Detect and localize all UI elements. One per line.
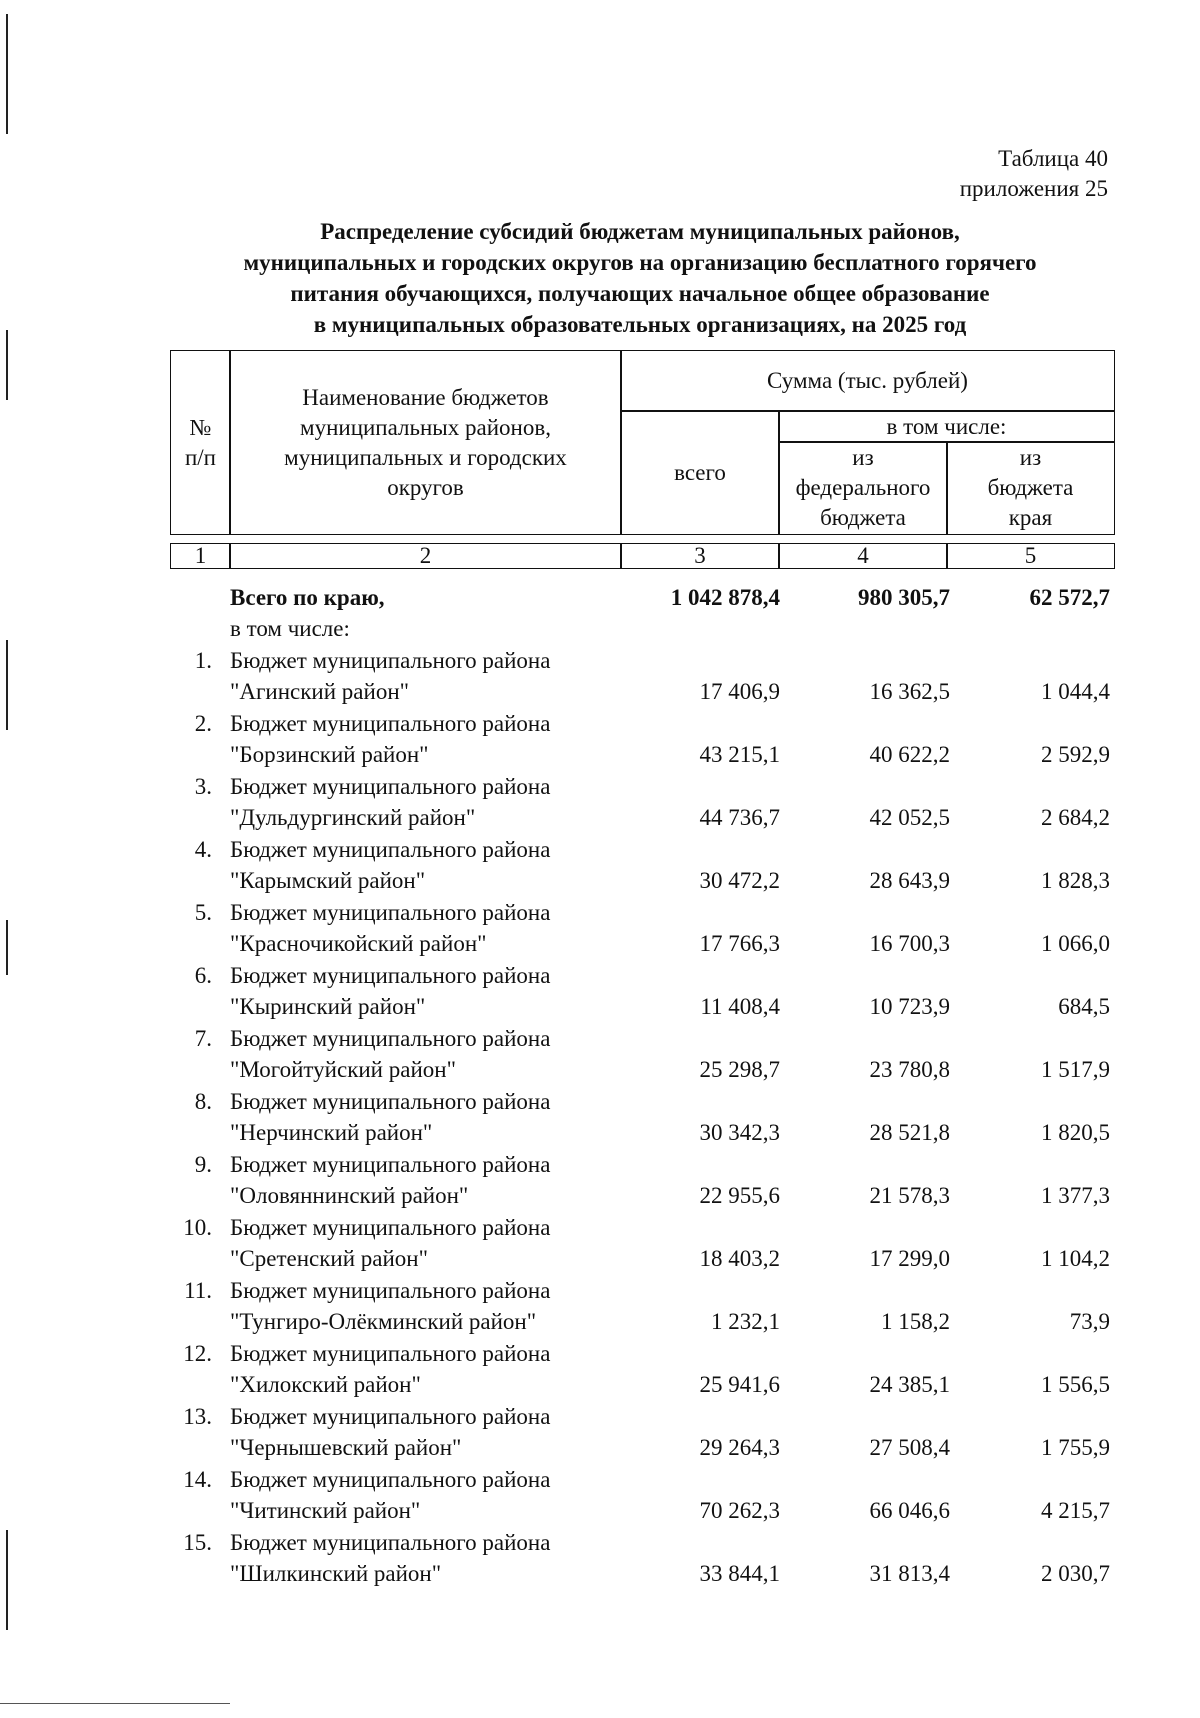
total-value: 11 408,4 xyxy=(700,994,780,1019)
regional-value: 1 104,2 xyxy=(1041,1246,1110,1271)
table-row xyxy=(0,1086,1200,1149)
budget-name-line: Бюджет муниципального района xyxy=(230,1467,551,1492)
title-line: муниципальных и городских округов на организацию бесплатного горячего xyxy=(243,250,1037,275)
total-value: 30 342,3 xyxy=(699,1120,780,1145)
header-col-total xyxy=(620,410,780,535)
header-text: п/п xyxy=(184,444,216,470)
column-number: 4 xyxy=(778,543,948,569)
federal-value: 16 362,5 xyxy=(869,679,950,704)
table-row xyxy=(0,1401,1200,1464)
row-number: 7. xyxy=(194,1026,212,1051)
row-number: 5. xyxy=(194,900,212,925)
federal-value: 17 299,0 xyxy=(869,1246,950,1271)
total-value: 44 736,7 xyxy=(699,805,780,830)
total-value: 1 232,1 xyxy=(711,1309,780,1334)
table-row xyxy=(0,960,1200,1023)
budget-name xyxy=(230,1527,630,1589)
budget-name-line: Бюджет муниципального района xyxy=(230,963,551,988)
total-value: 33 844,1 xyxy=(699,1561,780,1586)
budget-name xyxy=(230,645,630,707)
budget-name-line: "Шилкинский район" xyxy=(230,1561,442,1586)
total-label: Всего по краю, xyxy=(230,585,385,610)
budget-name-line: Бюджет муниципального района xyxy=(230,774,551,799)
budget-name-line: "Оловяннинский район" xyxy=(230,1183,469,1208)
total-value: 25 941,6 xyxy=(699,1372,780,1397)
total-value: 70 262,3 xyxy=(699,1498,780,1523)
regional-value: 73,9 xyxy=(1069,1309,1110,1334)
budget-name-line: "Читинский район" xyxy=(230,1498,421,1523)
regional-value: 2 684,2 xyxy=(1041,805,1110,830)
table-row xyxy=(0,708,1200,771)
row-number: 1. xyxy=(194,648,212,673)
budget-name xyxy=(230,897,630,959)
total-row xyxy=(0,582,1200,614)
header-text: края xyxy=(1008,505,1053,530)
row-number: 4. xyxy=(194,837,212,862)
header-text: округов xyxy=(387,474,464,500)
table-reference xyxy=(960,144,1108,204)
regional-value: 1 377,3 xyxy=(1041,1183,1110,1208)
total-value: 29 264,3 xyxy=(699,1435,780,1460)
header-text: федерального xyxy=(795,475,931,500)
header-text: муниципальных районов, xyxy=(300,414,551,440)
column-number: 2 xyxy=(229,543,622,569)
row-number: 13. xyxy=(183,1404,212,1429)
table-row xyxy=(0,645,1200,708)
budget-name-line: "Чернышевский район" xyxy=(230,1435,462,1460)
regional-value: 2 030,7 xyxy=(1041,1561,1110,1586)
budget-name xyxy=(230,1212,630,1274)
federal-value: 16 700,3 xyxy=(869,931,950,956)
budget-name-line: Бюджет муниципального района xyxy=(230,648,551,673)
total-regional-value: 62 572,7 xyxy=(1029,585,1110,610)
budget-name-line: "Нерчинский район" xyxy=(230,1120,433,1145)
header-text: всего xyxy=(674,459,726,485)
federal-value: 24 385,1 xyxy=(869,1372,950,1397)
header-col-sum xyxy=(620,350,1115,412)
budget-name-line: "Карымский район" xyxy=(230,868,426,893)
budget-name-line: "Борзинский район" xyxy=(230,742,429,767)
row-number: 2. xyxy=(194,711,212,736)
header-text: из xyxy=(1019,445,1042,470)
budget-name-line: Бюджет муниципального района xyxy=(230,1278,551,1303)
budget-name-line: Бюджет муниципального района xyxy=(230,837,551,862)
budget-name xyxy=(230,834,630,896)
header-col-number xyxy=(170,350,231,535)
header-col-regional xyxy=(946,441,1115,535)
regional-value: 1 066,0 xyxy=(1041,931,1110,956)
table-row xyxy=(0,834,1200,897)
title-line: Распределение субсидий бюджетам муниципальных районов, xyxy=(320,219,960,244)
row-number: 15. xyxy=(183,1530,212,1555)
total-value: 17 766,3 xyxy=(699,931,780,956)
regional-value: 684,5 xyxy=(1058,994,1110,1019)
budget-name xyxy=(230,1086,630,1148)
column-number: 1 xyxy=(170,543,231,569)
budget-name-line: Бюджет муниципального района xyxy=(230,1026,551,1051)
federal-value: 10 723,9 xyxy=(869,994,950,1019)
budget-name-line: "Тунгиро-Олёкминский район" xyxy=(230,1309,537,1334)
total-value: 22 955,6 xyxy=(699,1183,780,1208)
budget-name-line: "Хилокский район" xyxy=(230,1372,421,1397)
budget-name-line: Бюджет муниципального района xyxy=(230,711,551,736)
document-title xyxy=(160,216,1120,340)
row-number: 6. xyxy=(194,963,212,988)
budget-name-line: Бюджет муниципального района xyxy=(230,1341,551,1366)
table-label: Таблица 40 xyxy=(998,146,1108,171)
regional-value: 4 215,7 xyxy=(1041,1498,1110,1523)
including-label: в том числе: xyxy=(230,616,350,641)
row-number: 3. xyxy=(194,774,212,799)
total-value: 25 298,7 xyxy=(699,1057,780,1082)
column-number: 3 xyxy=(620,543,780,569)
header-text: № xyxy=(189,414,212,440)
table-row xyxy=(0,1212,1200,1275)
table-row xyxy=(0,1338,1200,1401)
row-number: 8. xyxy=(194,1089,212,1114)
budget-name xyxy=(230,1464,630,1526)
table-row xyxy=(0,1527,1200,1590)
budget-name xyxy=(230,1149,630,1211)
budget-name-line: "Агинский район" xyxy=(230,679,410,704)
budget-name-line: Бюджет муниципального района xyxy=(230,1404,551,1429)
scan-edge-mark xyxy=(6,14,8,134)
total-value: 17 406,9 xyxy=(699,679,780,704)
budget-name xyxy=(230,1023,630,1085)
budget-name-line: "Могойтуйский район" xyxy=(230,1057,456,1082)
row-number: 10. xyxy=(183,1215,212,1240)
regional-value: 1 044,4 xyxy=(1041,679,1110,704)
total-all-value: 1 042 878,4 xyxy=(670,585,780,610)
table-row xyxy=(0,1149,1200,1212)
regional-value: 1 828,3 xyxy=(1041,868,1110,893)
header-text: Наименование бюджетов xyxy=(302,384,549,410)
budget-name xyxy=(230,1338,630,1400)
regional-value: 1 820,5 xyxy=(1041,1120,1110,1145)
federal-value: 21 578,3 xyxy=(869,1183,950,1208)
federal-value: 40 622,2 xyxy=(869,742,950,767)
regional-value: 2 592,9 xyxy=(1041,742,1110,767)
header-col-name xyxy=(229,350,622,535)
budget-name xyxy=(230,1275,630,1337)
regional-value: 1 517,9 xyxy=(1041,1057,1110,1082)
federal-value: 31 813,4 xyxy=(869,1561,950,1586)
row-number: 12. xyxy=(183,1341,212,1366)
budget-name-line: "Дульдургинский район" xyxy=(230,805,476,830)
budget-name xyxy=(230,771,630,833)
header-col-federal xyxy=(778,441,948,535)
budget-name-line: Бюджет муниципального района xyxy=(230,1089,551,1114)
federal-value: 66 046,6 xyxy=(869,1498,950,1523)
federal-value: 23 780,8 xyxy=(869,1057,950,1082)
header-text: в том числе: xyxy=(886,413,1007,439)
header-text: из xyxy=(852,445,874,470)
table-row xyxy=(0,1023,1200,1086)
header-text: Сумма (тыс. рублей) xyxy=(767,368,968,393)
column-number: 5 xyxy=(946,543,1115,569)
table-row xyxy=(0,771,1200,834)
federal-value: 42 052,5 xyxy=(869,805,950,830)
table-row xyxy=(0,897,1200,960)
budget-name xyxy=(230,1401,630,1463)
header-text: бюджета xyxy=(987,475,1074,500)
table-row xyxy=(0,1275,1200,1338)
federal-value: 1 158,2 xyxy=(881,1309,950,1334)
budget-name-line: Бюджет муниципального района xyxy=(230,1152,551,1177)
budget-name-line: Бюджет муниципального района xyxy=(230,1215,551,1240)
row-number: 9. xyxy=(194,1152,212,1177)
total-federal-value: 980 305,7 xyxy=(858,585,950,610)
title-line: питания обучающихся, получающих начальное общее образование xyxy=(290,281,990,306)
budget-name-line: "Красночикойский район" xyxy=(230,931,487,956)
header-text: бюджета xyxy=(820,505,906,530)
header-col-including xyxy=(778,410,1115,443)
federal-value: 28 521,8 xyxy=(869,1120,950,1145)
budget-name-line: "Сретенский район" xyxy=(230,1246,428,1271)
regional-value: 1 755,9 xyxy=(1041,1435,1110,1460)
table-row xyxy=(0,1464,1200,1527)
budget-name xyxy=(230,960,630,1022)
row-number: 14. xyxy=(183,1467,212,1492)
header-text: муниципальных и городских xyxy=(284,444,567,470)
total-value: 30 472,2 xyxy=(699,868,780,893)
appendix-label: приложения 25 xyxy=(959,176,1108,201)
regional-value: 1 556,5 xyxy=(1041,1372,1110,1397)
total-value: 18 403,2 xyxy=(699,1246,780,1271)
budget-name-line: Бюджет муниципального района xyxy=(230,900,551,925)
scan-edge-mark xyxy=(6,330,8,400)
scan-bottom-line xyxy=(0,1703,230,1704)
federal-value: 28 643,9 xyxy=(869,868,950,893)
budget-name-line: "Кыринский район" xyxy=(230,994,426,1019)
federal-value: 27 508,4 xyxy=(869,1435,950,1460)
title-line: в муниципальных образовательных организациях, на 2025 год xyxy=(313,312,967,337)
row-number: 11. xyxy=(184,1278,212,1303)
total-value: 43 215,1 xyxy=(699,742,780,767)
budget-name xyxy=(230,708,630,770)
budget-name-line: Бюджет муниципального района xyxy=(230,1530,551,1555)
